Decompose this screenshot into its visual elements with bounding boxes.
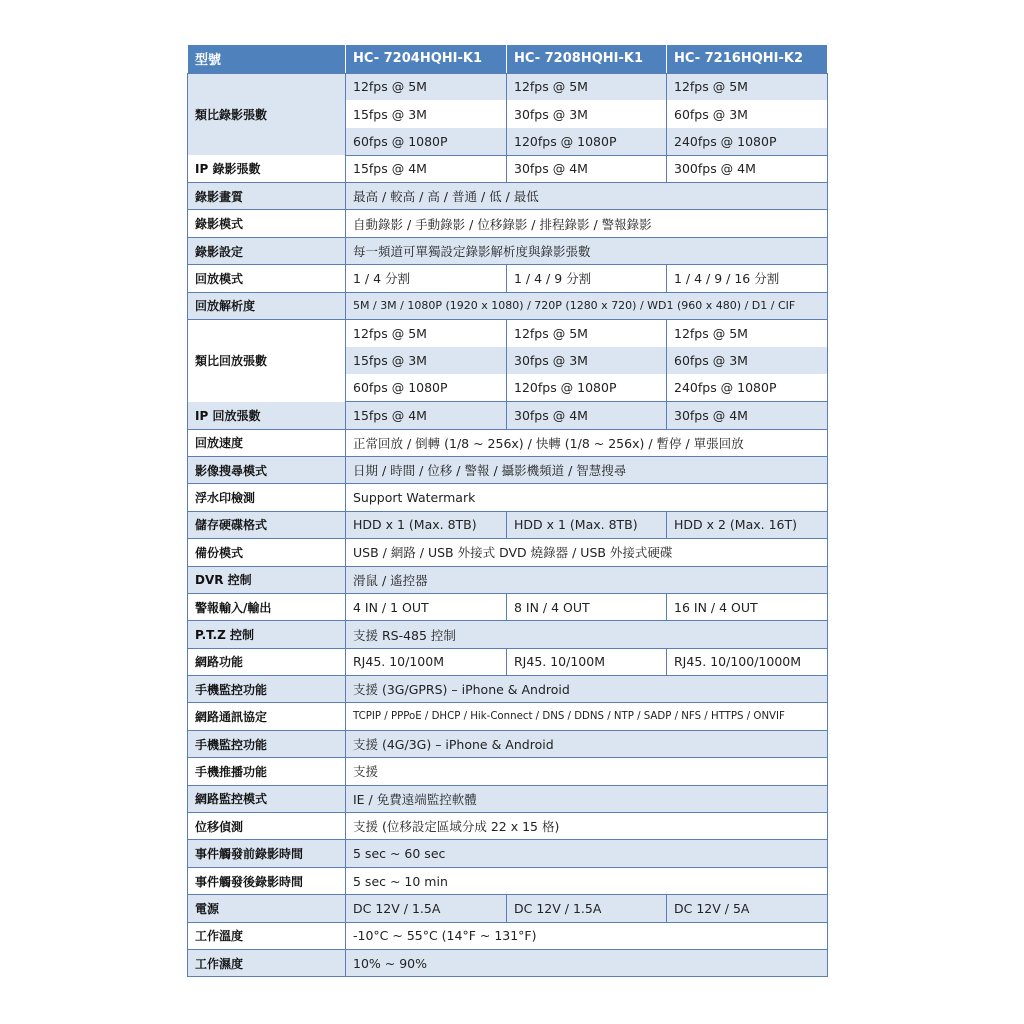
cell: -10°C ~ 55°C (14°F ~ 131°F) — [346, 922, 828, 949]
cell: 每一頻道可單獨設定錄影解析度與錄影張數 — [346, 237, 828, 264]
power-row — [188, 895, 828, 922]
cell: HDD x 1 (Max. 8TB) — [507, 511, 667, 538]
network-row — [188, 648, 828, 675]
row-label: 類比錄影張數 — [188, 73, 346, 155]
cell: 12fps @ 5M — [667, 73, 828, 100]
cell: DC 12V / 1.5A — [507, 895, 667, 922]
cell: HDD x 2 (Max. 16T) — [667, 511, 828, 538]
cell: 1 / 4 / 9 分割 — [507, 265, 667, 292]
row-label: 儲存硬碟格式 — [188, 511, 346, 538]
cell: 15fps @ 3M — [346, 100, 507, 127]
remote-row — [188, 785, 828, 812]
cell: 30fps @ 4M — [507, 402, 667, 429]
header-label: 型號 — [188, 45, 346, 73]
cell: 日期 / 時間 / 位移 / 警報 / 攝影機頻道 / 智慧搜尋 — [346, 456, 828, 483]
cell: DC 12V / 1.5A — [346, 895, 507, 922]
row-label: 回放模式 — [188, 265, 346, 292]
model-3: HC- 7216HQHI-K2 — [667, 45, 828, 73]
cell: 120fps @ 1080P — [507, 374, 667, 401]
humidity-row — [188, 950, 828, 977]
cell: 12fps @ 5M — [507, 320, 667, 347]
cell: 12fps @ 5M — [507, 73, 667, 100]
cell: 15fps @ 4M — [346, 155, 507, 182]
ip-record-row — [188, 155, 828, 182]
model-2: HC- 7208HQHI-K1 — [507, 45, 667, 73]
cell: 5 sec ~ 10 min — [346, 867, 828, 894]
row-label: 手機監控功能 — [188, 676, 346, 703]
cell: 15fps @ 3M — [346, 347, 507, 374]
row-label: 電源 — [188, 895, 346, 922]
cell: 240fps @ 1080P — [667, 374, 828, 401]
row-label: 警報輸入/輸出 — [188, 593, 346, 620]
cell: 4 IN / 1 OUT — [346, 593, 507, 620]
cell: 支援 — [346, 758, 828, 785]
cell: 正常回放 / 倒轉 (1/8 ~ 256x) / 快轉 (1/8 ~ 256x) / 暫停 / 單張回放 — [346, 429, 828, 456]
cell: 300fps @ 4M — [667, 155, 828, 182]
row-label: 類比回放張數 — [188, 320, 346, 402]
cell: TCPIP / PPPoE / DHCP / Hik-Connect / DNS / DDNS / NTP / SADP / NFS / HTTPS / ONVIF — [346, 703, 828, 730]
row-label: 錄影模式 — [188, 210, 346, 237]
cell: 16 IN / 4 OUT — [667, 593, 828, 620]
cell: 自動錄影 / 手動錄影 / 位移錄影 / 排程錄影 / 警報錄影 — [346, 210, 828, 237]
row-label: 回放速度 — [188, 429, 346, 456]
pre-rec-row — [188, 840, 828, 867]
cell: IE / 免費遠端監控軟體 — [346, 785, 828, 812]
cell: 60fps @ 3M — [667, 347, 828, 374]
cell: USB / 網路 / USB 外接式 DVD 燒錄器 / USB 外接式硬碟 — [346, 539, 828, 566]
cell: 30fps @ 3M — [507, 100, 667, 127]
backup-row — [188, 539, 828, 566]
storage-row — [188, 511, 828, 538]
row-label: 錄影畫質 — [188, 183, 346, 210]
cell: 60fps @ 1080P — [346, 374, 507, 401]
cell: 12fps @ 5M — [346, 320, 507, 347]
cell: 60fps @ 1080P — [346, 128, 507, 155]
rec-setting-row — [188, 237, 828, 264]
model-1: HC- 7204HQHI-K1 — [346, 45, 507, 73]
quality-row — [188, 183, 828, 210]
row-label: 網路通訊協定 — [188, 703, 346, 730]
row-label: 備份模式 — [188, 539, 346, 566]
row-label: 網路監控模式 — [188, 785, 346, 812]
row-label: 錄影設定 — [188, 237, 346, 264]
cell: 支援 (4G/3G) – iPhone & Android — [346, 730, 828, 757]
protocol-row — [188, 703, 828, 730]
cell: 30fps @ 4M — [667, 402, 828, 429]
cell: 支援 (3G/GPRS) – iPhone & Android — [346, 676, 828, 703]
cell: RJ45. 10/100/1000M — [667, 648, 828, 675]
alarm-io-row — [188, 593, 828, 620]
row-label: 影像搜尋模式 — [188, 456, 346, 483]
cell: Support Watermark — [346, 484, 828, 511]
spec-table — [187, 45, 828, 977]
play-res-row — [188, 292, 828, 319]
row-label: 手機監控功能 — [188, 730, 346, 757]
cell: 12fps @ 5M — [667, 320, 828, 347]
play-mode-row — [188, 265, 828, 292]
row-label: IP 回放張數 — [188, 402, 346, 429]
mobile2-row — [188, 730, 828, 757]
push-row — [188, 758, 828, 785]
header-row — [188, 45, 828, 73]
row-label: 浮水印檢測 — [188, 484, 346, 511]
cell: 5M / 3M / 1080P (1920 x 1080) / 720P (1280 x 720) / WD1 (960 x 480) / D1 / CIF — [346, 292, 828, 319]
row-label: DVR 控制 — [188, 566, 346, 593]
cell: 最高 / 較高 / 高 / 普通 / 低 / 最低 — [346, 183, 828, 210]
row-label: IP 錄影張數 — [188, 155, 346, 182]
cell: DC 12V / 5A — [667, 895, 828, 922]
cell: 120fps @ 1080P — [507, 128, 667, 155]
cell: 8 IN / 4 OUT — [507, 593, 667, 620]
row-label: P.T.Z 控制 — [188, 621, 346, 648]
dvr-ctrl-row — [188, 566, 828, 593]
cell: 1 / 4 / 9 / 16 分割 — [667, 265, 828, 292]
cell: 支援 (位移設定區域分成 22 x 15 格) — [346, 813, 828, 840]
mobile1-row — [188, 676, 828, 703]
row-label: 位移偵測 — [188, 813, 346, 840]
cell: 支援 RS-485 控制 — [346, 621, 828, 648]
cell: 1 / 4 分割 — [346, 265, 507, 292]
motion-row — [188, 813, 828, 840]
cell: RJ45. 10/100M — [346, 648, 507, 675]
cell: HDD x 1 (Max. 8TB) — [346, 511, 507, 538]
row-label: 網路功能 — [188, 648, 346, 675]
search-mode-row — [188, 456, 828, 483]
cell: 60fps @ 3M — [667, 100, 828, 127]
rec-mode-row — [188, 210, 828, 237]
row-label: 手機推播功能 — [188, 758, 346, 785]
analog-record-row — [188, 73, 828, 100]
row-label: 事件觸發後錄影時間 — [188, 867, 346, 894]
row-label: 事件觸發前錄影時間 — [188, 840, 346, 867]
row-label: 工作濕度 — [188, 950, 346, 977]
ip-play-row — [188, 402, 828, 429]
row-label: 工作溫度 — [188, 922, 346, 949]
cell: 10% ~ 90% — [346, 950, 828, 977]
cell: 30fps @ 4M — [507, 155, 667, 182]
cell: 30fps @ 3M — [507, 347, 667, 374]
post-rec-row — [188, 867, 828, 894]
temp-row — [188, 922, 828, 949]
cell: RJ45. 10/100M — [507, 648, 667, 675]
cell: 5 sec ~ 60 sec — [346, 840, 828, 867]
watermark-row — [188, 484, 828, 511]
cell: 15fps @ 4M — [346, 402, 507, 429]
ptz-row — [188, 621, 828, 648]
cell: 12fps @ 5M — [346, 73, 507, 100]
row-label: 回放解析度 — [188, 292, 346, 319]
play-speed-row — [188, 429, 828, 456]
cell: 240fps @ 1080P — [667, 128, 828, 155]
analog-play-row — [188, 320, 828, 347]
cell: 滑鼠 / 遙控器 — [346, 566, 828, 593]
